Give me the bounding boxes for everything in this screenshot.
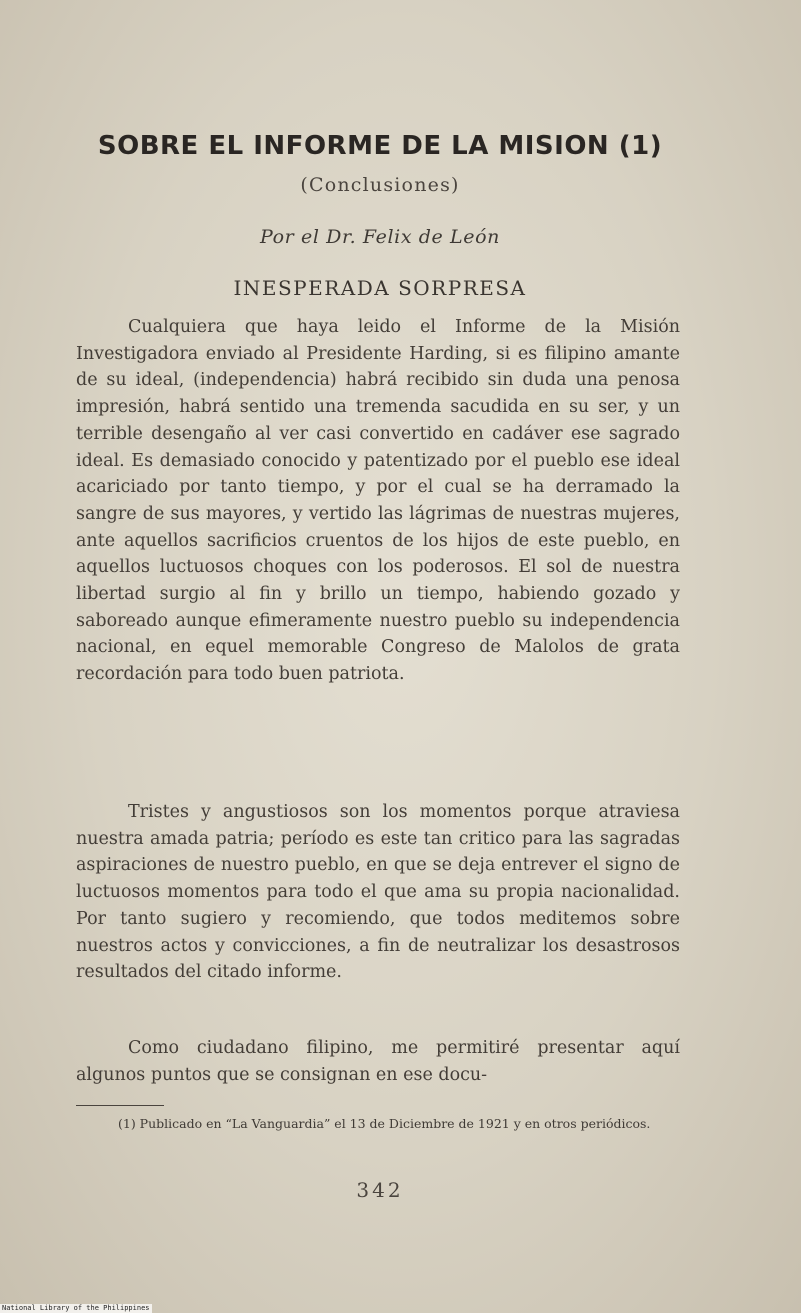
paragraph-2: Tristes y angustiosos son los momentos porque atraviesa nuestra amada patria; período es este tan critico para las sagradas aspiraciones de nuestro pueblo, en que se deja entrever el signo de luctuosos momentos para todo el que ama su propia nacionalidad. Por tanto sugiero y recomiendo, que todos meditemos sobre nuestros actos y convicciones, a fin de neutralizar los desastrosos resultados del citado informe.: [76, 802, 680, 983]
footnote: [66, 1113, 682, 1135]
section-heading: INESPERADA SORPRESA: [233, 276, 527, 300]
footnote-text: (1) Publicado en “La Vanguardia” el 13 de Diciembre de 1921 y en otros periódicos.: [118, 1116, 651, 1131]
author-line: Por el Dr. Felix de León: [260, 226, 500, 248]
paragraph-1: Cualquiera que haya leido el Informe de la Misión Investigadora enviado al Presidente Harding, si es filipino amante de su ideal, (independencia) habrá recibido sin duda una penosa impresión, habrá sentido una tremenda sacudida en su ser, y un terrible desengaño al ver casi convertido en cadáver ese sagrado ideal. Es demasiado conocido y patentizado por el pueblo ese ideal acariciado por tanto tiempo, y por el cual se ha derramado la sangre de sus mayores, y vertido las lágrimas de nuestras mujeres, ante aquellos sacrificios cruentos de los hijos de este pueblo, en aquellos luctuosos choques con los poderosos. El sol de nuestra libertad surgio al fin y brillo un tiempo, habiendo gozado y saboreado aunque efimeramente nuestro pueblo su independencia nacional, en equel memorable Congreso de Malolos de grata recordación para todo buen patriota.: [76, 317, 680, 685]
article-subtitle: (Conclusiones): [300, 174, 460, 196]
article-title: SOBRE EL INFORME DE LA MISION (1): [97, 131, 663, 161]
page-number: 342: [356, 1178, 404, 1202]
footnote-divider: [76, 1105, 164, 1106]
paragraph-3: Como ciudadano filipino, me permitiré presentar aquí algunos puntos que se consignan en ese docu-: [76, 1038, 680, 1085]
library-watermark: National Library of the Philippines: [2, 1304, 150, 1312]
